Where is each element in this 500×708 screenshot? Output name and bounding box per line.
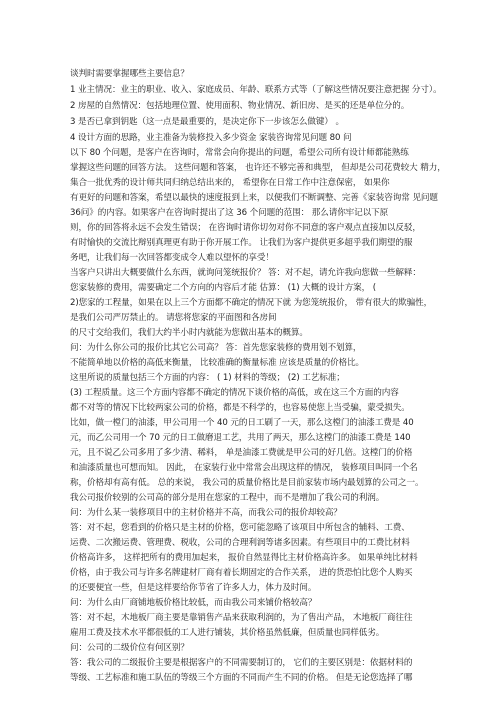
- text-line: 这里所说的质量包括三个方面的内容： ( 1) 材料的等级； (2) 工艺标准；: [70, 373, 345, 383]
- text-line: 掌握这些问题的回答方法。 这些问题和答案， 也许还不够完善和典型， 但却是公司花费较大 精力，: [70, 163, 446, 173]
- text-line: 则，你的回答将永远不会发生错误； 在咨询时请你切勿对你不同意的客户观点直接加以反驳，: [70, 223, 421, 233]
- text-line: 有更好的问题和答案，希望以最快的速度报到上来，以便我们不断调整、完善《家装咨询常 见问题: [70, 193, 438, 203]
- text-line: 问：为什么某一装修项目中的主材价格并不高，而我公司的报价却较高？: [70, 508, 342, 518]
- text-line: 的还要便宜一些，但是这样要给你节省了许多人力，体力及时间。: [70, 583, 317, 593]
- text-line: 问：为什么你公司的报价比其它公司高？ 答：首先您家装修的费用划不划算，: [70, 343, 362, 353]
- text-line: 问：公司的二级价位有何区别？: [70, 643, 189, 653]
- text-line: 价格，由于我公司与许多名牌建材厂商有着长期固定的合作关系， 进的货恐怕比您个人购买: [70, 568, 413, 578]
- text-line: 您家装修的费用，需要确定二个方向的内容后才能 估算： (1) 大概的设计方案， (: [70, 283, 376, 293]
- text-line: 有时愉快的交流比辩别真理更有助于你开展工作。 让我们为客户提供更多超乎我们期望的服: [70, 238, 413, 248]
- text-line: 1 业主情况：业主的职业、收入、家庭成员、年龄、联系方式等（了解这些情况要注意把握 分寸）。: [70, 85, 442, 95]
- text-line: 问：为什么由厂商铺地板价格比较低，而由我公司来铺价格较高？: [70, 598, 317, 608]
- text-line: 集合一批优秀的设计师共同归纳总结出来的， 希望你在日常工作中注意保密， 如果你: [70, 178, 390, 188]
- heading-line: 谈判时需要掌握哪些主要信息？: [70, 69, 189, 79]
- text-line: (3) 工程质量。这三个方面内容都不确定的情况下谈价格的高低，或在这三个方面的内容: [70, 388, 399, 398]
- text-line: 运费、二次搬运费、管理费、税收，公司的合理利润等诸多因素。有些项目中的工费比材料: [70, 538, 410, 548]
- text-line: 等级、工艺标准和施工队伍的等级三个方面的不同而产生不同的价格。 但是无论您选择了哪: [70, 673, 413, 683]
- text-line: 答：我公司的二级报价主要是根据客户的不同需要制订的， 它们的主要区别是：依据材料的: [70, 658, 413, 668]
- text-line: 3 是否已拿到钥匙（这一点是最重要的，是决定你下一步该怎么做键） 。: [70, 117, 344, 127]
- text-line: 元，且不说乙公司多用了多少清、稀料， 单是油漆工费就是甲公司的好几倍。这樘门的价格: [70, 448, 413, 458]
- text-line: 是我们公司严厉禁止的。 请您将您家的平面图和各房间: [70, 313, 277, 323]
- text-line: 我公司报价较别的公司高的部分是用在您家的工程中，而不是增加了我公司的利润。: [70, 493, 385, 503]
- text-line: 答：对不起，木地板厂商主要是靠销售产品来获取利润的，为了售出产品， 木地板厂商往往: [70, 613, 413, 623]
- text-line: 和油漆质量也可想而知。 因此， 在家装行业中常常会出现这样的情况， 装修项目叫同一个名: [70, 463, 418, 473]
- text-line: 比如，做一樘门的油漆，甲公司用一个 40 元的日工刷了一天，那么这樘门的油漆工费是 40: [70, 418, 414, 428]
- text-line: 4 设计方面的思路，业主准备为装修投入多少资金 家装咨询常见问题 80 问: [70, 133, 352, 143]
- text-line: 2 房屋的自然情况：包括地理位置、使用面积、物业情况、新旧房、是买的还是单位分的。: [70, 101, 410, 111]
- text-line: 以下 80 个问题，是客户在咨询时，常常会向你提出的问题，希望公司所有设计师都能熟练: [70, 148, 409, 158]
- text-line: 雇用工费及技术水平都很低的工人进行铺装，其价格虽然低廉，但质量也同样低劣。: [70, 628, 385, 638]
- text-line: 的尺寸交给我们，我们大约半小时内就能为您做出基本的概算。: [70, 328, 308, 338]
- text-line: 都不对等的情况下比较两家公司的价格，都是不科学的，也容易使您上当受骗，蒙受损失。: [70, 403, 410, 413]
- text-line: 当客户只讲出大概要做什么东西，就询问笼统报价？ 答：对不起，请允许我向您做一些解释：: [70, 268, 421, 278]
- text-line: 36问》的内容。如果客户在咨询时提出了这 36 个问题的范围： 那么请你牢记以下原: [70, 208, 389, 218]
- text-line: 元，而乙公司用一个 70 元的日工做磨退工艺，共用了两天，那么这樘门的油漆工费是 140: [70, 433, 411, 443]
- text-line: 答：对不起，您看到的价格只是主材的价格，您可能忽略了该项目中所包含的辅料、工费、: [70, 523, 410, 533]
- text-line: 2)您家的工程量，如果在以上三个方面都不确定的情况下就 为您笼统报价， 带有很大的欺骗性，: [70, 298, 433, 308]
- text-line: 务吧，让我们每一次回答都变成令人难以望怀的享受！: [70, 253, 274, 263]
- text-line: 不能简单地以价格的高低来衡量， 比较准确的衡量标准 应该是质量的价格比。: [70, 358, 365, 368]
- text-line: 称，价格却有高有低。 总的来说， 我公司的质量价格比是目前家装市场内最划算的公司之一。: [70, 478, 424, 488]
- text-line: 价格高许多， 这样把所有的费用加起来， 报价自然显得比主材价格高许多。 如果单纯比材料: [70, 553, 418, 563]
